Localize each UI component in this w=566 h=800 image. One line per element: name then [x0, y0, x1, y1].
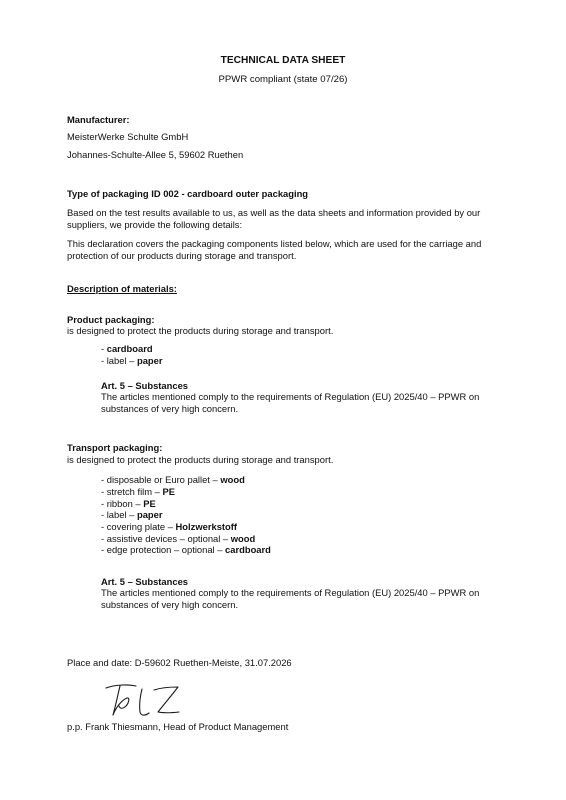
list-item-material: paper: [136, 509, 163, 520]
list-item: [101, 474, 245, 486]
list-item: [101, 498, 156, 510]
transport-art-text: The articles mentioned comply to the requirements of Regulation (EU) 2025/40 – PPWR on substances of very high concern.: [101, 587, 480, 610]
list-item-prefix: - covering plate –: [101, 521, 176, 532]
handwritten-signature: [102, 682, 184, 720]
list-item: [101, 355, 163, 367]
list-item-prefix: - disposable or Euro pallet –: [101, 474, 221, 485]
transport-art-heading: Art. 5 – Substances: [101, 576, 189, 587]
transport-packaging-intro: is designed to protect the products during storage and transport.: [67, 454, 334, 465]
list-item-prefix: - label –: [101, 509, 137, 520]
list-item: [101, 343, 153, 355]
list-item-prefix: - label –: [101, 355, 137, 366]
manufacturer-name: MeisterWerke Schulte GmbH: [67, 131, 189, 142]
list-item: [101, 521, 237, 533]
list-item-prefix: - edge protection – optional –: [101, 544, 226, 555]
list-item-material: PE: [162, 486, 175, 497]
list-item-material: cardboard: [106, 343, 153, 354]
list-item: [101, 486, 175, 498]
manufacturer-heading: Manufacturer:: [67, 114, 130, 125]
page-subtitle: PPWR compliant (state 07/26): [218, 74, 348, 85]
list-item-material: PE: [143, 498, 156, 509]
product-art-heading: Art. 5 – Substances: [101, 380, 189, 391]
list-item-material: wood: [230, 533, 256, 544]
product-packaging-heading: Product packaging:: [67, 314, 155, 325]
intro-paragraph: Based on the test results available to us, as well as the data sheets and information provided by our suppliers, we provide the following details:: [67, 207, 481, 230]
list-item-prefix: - ribbon –: [101, 498, 144, 509]
list-item-prefix: -: [101, 343, 107, 354]
list-item-material: wood: [220, 474, 245, 485]
product-packaging-intro: is designed to protect the products during storage and transport.: [67, 325, 334, 336]
place-and-date: Place and date: D-59602 Ruethen-Meiste, 31.07.2026: [67, 657, 292, 668]
list-item: [101, 533, 255, 545]
materials-heading: Description of materials:: [67, 283, 177, 294]
list-item-material: paper: [136, 355, 163, 366]
list-item: [101, 509, 163, 521]
manufacturer-address: Johannes-Schulte-Allee 5, 59602 Ruethen: [67, 149, 244, 160]
product-art-text: The articles mentioned comply to the requirements of Regulation (EU) 2025/40 – PPWR on substances of very high concern.: [101, 391, 480, 414]
list-item-prefix: - assistive devices – optional –: [101, 533, 231, 544]
list-item: [101, 544, 271, 556]
list-item-material: Holzwerkstoff: [175, 521, 237, 532]
scope-paragraph: This declaration covers the packaging components listed below, which are used for the carriage and protection of our products during storage and transport.: [67, 238, 482, 261]
packaging-type-heading: Type of packaging ID 002 - cardboard outer packaging: [67, 188, 309, 199]
list-item-prefix: - stretch film –: [101, 486, 163, 497]
signatory: p.p. Frank Thiesmann, Head of Product Management: [67, 721, 289, 732]
page-title: TECHNICAL DATA SHEET: [220, 55, 346, 66]
transport-packaging-heading: Transport packaging:: [67, 442, 163, 453]
list-item-material: cardboard: [225, 544, 271, 555]
